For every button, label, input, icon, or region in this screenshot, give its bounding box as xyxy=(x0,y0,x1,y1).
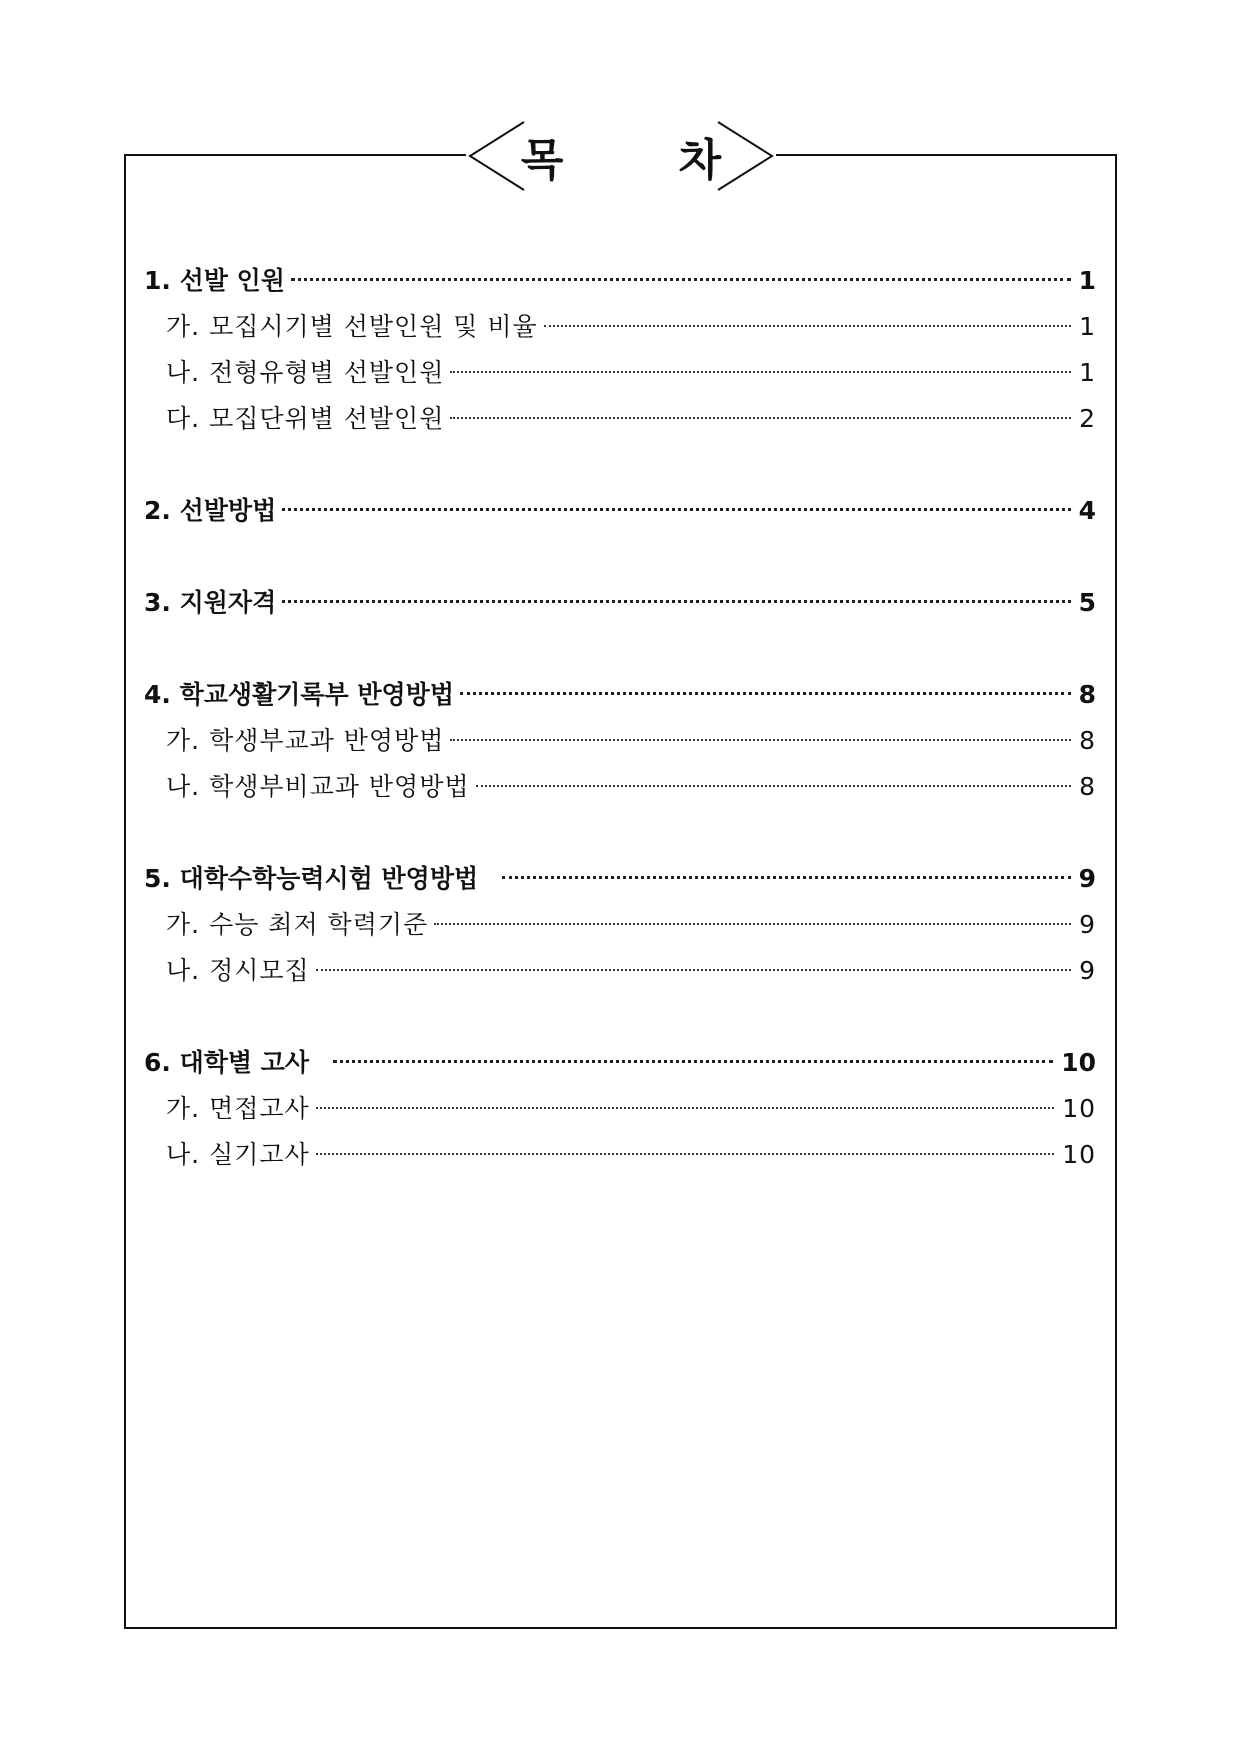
toc-entry-1-da[interactable] xyxy=(144,396,1096,442)
toc-entry-label: 나. 정시모집 xyxy=(166,956,310,985)
toc-entry-label: 5. 대학수학능력시험 반영방법 xyxy=(144,864,479,893)
toc-entry-label: 4. 학교생활기록부 반영방법 xyxy=(144,680,454,709)
toc-entry-6[interactable] xyxy=(144,1040,1096,1086)
toc-page-number: 2 xyxy=(1079,404,1096,433)
toc-entry-label: 가. 면접고사 xyxy=(166,1094,310,1123)
toc-leader-dots xyxy=(291,278,1071,281)
toc-leader-dots xyxy=(476,785,1072,787)
toc-entry-2[interactable] xyxy=(144,488,1096,534)
toc-page-number: 10 xyxy=(1062,1140,1096,1169)
toc-entry-3[interactable] xyxy=(144,580,1096,626)
toc-page-number: 8 xyxy=(1078,680,1096,709)
toc-page-number: 4 xyxy=(1078,496,1096,525)
toc-entry-5-ga[interactable] xyxy=(144,902,1096,948)
toc-entry-4-ga[interactable] xyxy=(144,718,1096,764)
toc-page-number: 8 xyxy=(1079,726,1096,755)
toc-entry-4-na[interactable] xyxy=(144,764,1096,810)
toc-entry-5-na[interactable] xyxy=(144,948,1096,994)
toc-entry-label: 3. 지원자격 xyxy=(144,588,277,617)
toc-page-number: 9 xyxy=(1079,910,1096,939)
toc-entry-label: 1. 선발 인원 xyxy=(144,266,285,295)
toc-page-number: 9 xyxy=(1079,956,1096,985)
toc-entry-label: 2. 선발방법 xyxy=(144,496,277,525)
toc-leader-dots xyxy=(450,371,1071,373)
toc-leader-dots xyxy=(502,876,1070,879)
toc-page-number: 1 xyxy=(1079,312,1096,341)
toc-leader-dots xyxy=(434,923,1071,925)
toc-entry-label: 가. 수능 최저 학력기준 xyxy=(166,910,429,939)
toc-page-number: 10 xyxy=(1062,1094,1096,1123)
toc-entry-1-ga[interactable] xyxy=(144,304,1096,350)
toc-leader-dots xyxy=(333,1060,1053,1063)
toc-entry-label: 나. 전형유형별 선발인원 xyxy=(166,358,445,387)
toc-entry-label: 6. 대학별 고사 xyxy=(144,1048,310,1077)
toc-leader-dots xyxy=(316,1153,1055,1155)
toc-entry-6-ga[interactable] xyxy=(144,1086,1096,1132)
toc-leader-dots xyxy=(316,1107,1055,1109)
toc-page-number: 1 xyxy=(1079,358,1096,387)
toc-page-number: 10 xyxy=(1061,1048,1096,1077)
toc-entry-label: 가. 학생부교과 반영방법 xyxy=(166,726,445,755)
toc-entry-4[interactable] xyxy=(144,672,1096,718)
toc-entry-1-na[interactable] xyxy=(144,350,1096,396)
toc-entry-1[interactable] xyxy=(144,258,1096,304)
toc-page-number: 5 xyxy=(1078,588,1096,617)
toc-entry-label: 다. 모집단위별 선발인원 xyxy=(166,404,445,433)
table-of-contents xyxy=(144,258,1096,1178)
toc-title-box xyxy=(466,120,776,192)
toc-entry-6-na[interactable] xyxy=(144,1132,1096,1178)
page-title: 목 차 xyxy=(520,135,772,186)
toc-entry-5[interactable] xyxy=(144,856,1096,902)
toc-page-number: 8 xyxy=(1079,772,1096,801)
toc-leader-dots xyxy=(544,325,1071,327)
toc-leader-dots xyxy=(450,417,1071,419)
toc-leader-dots xyxy=(450,739,1071,741)
toc-leader-dots xyxy=(460,692,1071,695)
toc-entry-label: 나. 학생부비교과 반영방법 xyxy=(166,772,470,801)
toc-page-number: 9 xyxy=(1078,864,1096,893)
toc-leader-dots xyxy=(316,969,1071,971)
toc-entry-label: 나. 실기고사 xyxy=(166,1140,310,1169)
toc-page-number: 1 xyxy=(1078,266,1096,295)
toc-entry-label: 가. 모집시기별 선발인원 및 비율 xyxy=(166,312,538,341)
toc-leader-dots xyxy=(282,600,1070,603)
toc-leader-dots xyxy=(282,508,1070,511)
